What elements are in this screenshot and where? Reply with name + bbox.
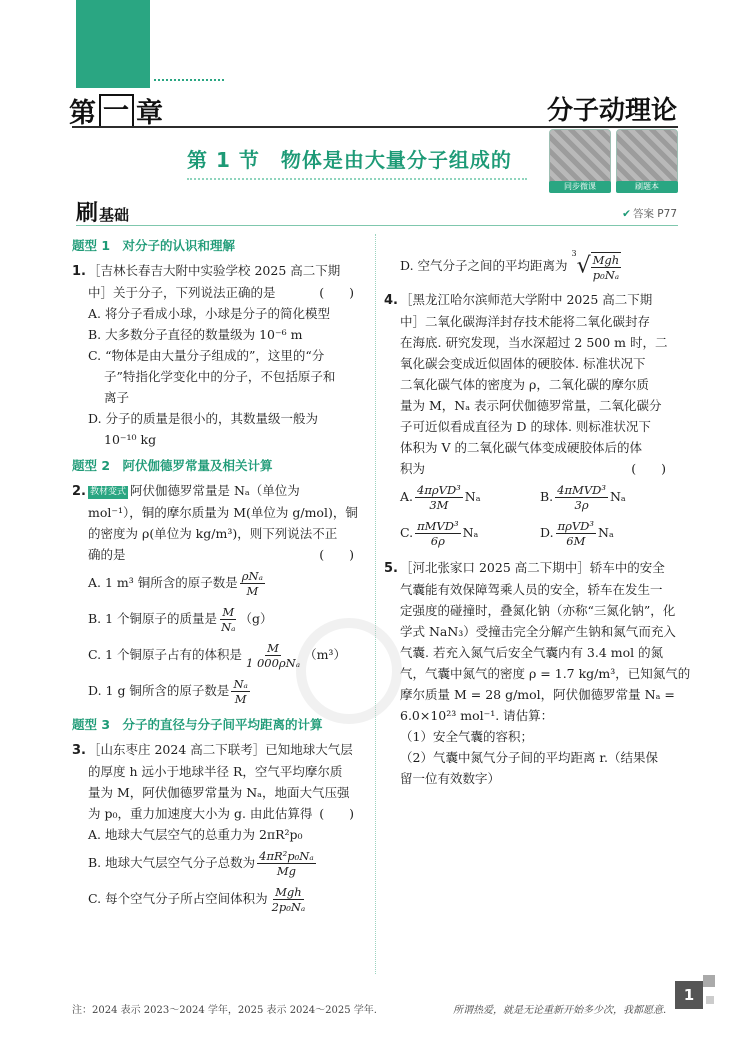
option-c: C. 1 个铜原子占有的体积是 $\frac{M}{\text{1 000ρNₐ}}$ （m³）: [88, 641, 346, 670]
right-column: [384, 232, 691, 789]
chapter-color-block: [76, 0, 150, 88]
option-a: A. 1 m³ 铜所含的原子数是 $\frac{\text{ρNₐ}}{M}$: [88, 569, 263, 598]
fraction: $\frac{\text{Mgh}}{\text{2p₀Nₐ}}$: [271, 885, 306, 914]
option-b: B. 1 个铜原子的质量是 $\frac{M}{\text{Nₐ}}$ （g）: [88, 605, 273, 634]
footnote: 注：2024 表示 2023～2024 学年，2025 表示 2024～2025 学年.: [72, 1005, 377, 1016]
brush-text: 基础: [99, 206, 130, 224]
brush-basics-heading: [76, 196, 129, 227]
type-heading-1: 题型 1 对分子的认识和理解: [72, 238, 236, 253]
radical-sign: √: [576, 253, 591, 279]
option-a: A. $\frac{\text{4πρVD³}}{3M}$ Nₐ: [400, 482, 481, 512]
option-d: D. 分子的质量是很小的，其数量级一般为: [88, 411, 319, 426]
fraction: $\frac{\text{πMVD³}}{6\rho}$: [417, 518, 459, 548]
question-3-option-d: D. 空气分子之间的平均距离为 $^3$√ $\frac{\text{Mgh}}{\text{p₀Nₐ}}$: [400, 249, 620, 282]
option-b: B. 地球大气层空气分子总数为 $\frac{\text{4πR²p₀Nₐ}}{Mg}$: [88, 849, 314, 878]
header-rule: [72, 126, 678, 128]
fraction: $\frac{\text{4πMVD³}}{3\rho}$: [557, 482, 606, 512]
type-heading-3: 题型 3 分子的直径与分子间平均距离的计算: [72, 717, 323, 732]
section-underline: [187, 178, 527, 180]
qr-label-lecture: 同步微课: [549, 181, 611, 193]
options-cd: [384, 515, 680, 551]
question-2: 2. 教材变式 阿伏伽德罗常量是 Nₐ（单位为 mol⁻¹），铜的摩尔质量为 M(单位为 g/mol)，铜 的密度为 ρ(单位为 kg/m³)，则下列说法不正 确的是 ( ) A. 1 m³ 铜所含的原子数是 $\frac{\text{ρNₐ}}{M}$ B. 1 个铜原子的质量是 $\frac{M}{\text{Nₐ}}$ （g） C. 1 个铜原子占有的体积是 $\frac{M}{\text{1 000ρNₐ}}$ （m³） D. 1 g 铜所含的原子数是 $\frac{\text{Nₐ}}{M}$: [72, 480, 368, 709]
column-divider: [375, 234, 376, 974]
option-b: B. $\frac{\text{4πMVD³}}{3\rho}$ Nₐ: [540, 482, 626, 512]
brush-rule: [76, 225, 678, 226]
sub-question-1: （1）安全气囊的容积；: [400, 728, 533, 744]
option-d: D. $\frac{\text{πρVD³}}{6M}$ Nₐ: [540, 518, 614, 548]
chapter-label: [69, 91, 164, 130]
option-a: A. 将分子看成小球，小球是分子的简化模型: [88, 306, 330, 321]
chapter-suffix: 章: [136, 98, 165, 129]
page-decoration: [706, 996, 714, 1004]
fraction: $\frac{M}{\text{1 000ρNₐ}}$: [246, 641, 301, 670]
checkmark-icon: ✔: [622, 208, 631, 220]
header-dots: [154, 79, 224, 81]
option-c: C. $\frac{\text{πMVD³}}{6\rho}$ Nₐ: [400, 518, 479, 548]
left-column: [72, 232, 368, 917]
fraction: $\frac{\text{Mgh}}{\text{p₀Nₐ}}$: [592, 252, 620, 282]
options-ab: [384, 479, 680, 515]
brush-char: 刷: [76, 201, 99, 226]
type-heading-2: 题型 2 阿伏伽德罗常量及相关计算: [72, 458, 273, 473]
question-4: 4. ［黑龙江哈尔滨师范大学附中 2025 高二下期 中］二氧化碳海洋封存技术能将二氧化碳封存 在海底. 研究发现，当水深超过 2 500 m 时，二 氧化碳会变成近似固体的硬胶体. 标准状况下 二氧化碳气体的密度为 ρ，二氧化碳的摩尔质 量为 M，Nₐ 表示阿伏伽德罗常量，二氧化碳分 子可近似看成直径为 D 的球体. 则标准状况下 体积为 V 的二氧化碳气体变成硬胶体后的体 积为 ( ) A. $\frac{\text{4πρVD³}}{3M}$ Nₐ B. $\frac{\text{4πMVD³}}{3\rho}$ Nₐ C. $\frac{\text{πMVD³}}{6\rho}$ Nₐ D. $\frac{\text{πρVD³}}{6M}$ Nₐ: [384, 289, 680, 551]
fraction: $\frac{\text{4πρVD³}}{3M}$: [417, 482, 461, 512]
chapter-prefix: 第: [69, 98, 97, 129]
option-c: C. “物体是由大量分子组成的”，这里的“分: [88, 348, 325, 363]
option-a: A. 地球大气层空气的总重力为 2πR²p₀: [88, 827, 303, 842]
fraction: $\frac{\text{4πR²p₀Nₐ}}{Mg}$: [259, 849, 314, 878]
option-b: B. 大多数分子直径的数量级为 10⁻⁶ m: [88, 327, 303, 342]
motto: 所谓热爱，就是无论重新开始多少次，我都愿意.: [453, 1005, 667, 1016]
textbook-variant-badge: 教材变式: [89, 487, 126, 497]
question-1: 1. ［吉林长春吉大附中实验学校 2025 高二下期 中］关于分子，下列说法正确的是 ( ) A. 将分子看成小球，小球是分子的简化模型 B. 大多数分子直径的数量级为 10⁻⁶ m C. “物体是由大量分子组成的”，这里的“分 子”特指化学变化中的分子，不包括原子和 离子 D. 分子的质量是很小的，其数量级一般为 10⁻¹⁰ kg: [72, 260, 368, 450]
answer-reference: ✔ 答案 P77: [622, 208, 677, 220]
option-d: D. 1 g 铜所含的原子数是 $\frac{\text{Nₐ}}{M}$: [88, 677, 248, 706]
fraction: $\frac{\text{Nₐ}}{M}$: [233, 677, 248, 706]
question-3: 3. ［山东枣庄 2024 高二下联考］已知地球大气层 的厚度 h 远小于地球半径 R，空气平均摩尔质 量为 M，阿伏伽德罗常量为 Nₐ，地面大气压强 为 p₀，重力加速度大小为 g. 由此估算得 ( ) A. 地球大气层空气的总重力为 2πR²p₀ B. 地球大气层空气分子总数为 $\frac{\text{4πR²p₀Nₐ}}{Mg}$ C. 每个空气分子所占空间体积为 $\frac{\text{Mgh}}{\text{2p₀Nₐ}}$: [72, 739, 368, 917]
fraction: $\frac{\text{πρVD³}}{6M}$: [557, 518, 595, 548]
sub-question-2: （2）气囊中氮气分子间的平均距离 r.（结果保: [400, 749, 659, 765]
chapter-number: 一: [99, 94, 134, 128]
question-5: 5. ［河北张家口 2025 高二下期中］轿车中的安全 气囊能有效保障驾乘人员的安全，轿车在发生一 定强度的碰撞时，叠氮化钠（亦称“三氮化钠”，化 学式 NaN₃）受撞击完全分解产生钠和氮气而充入 气囊. 若充入氮气后安全气囊内有 3.4 mol 的氮 气，气囊中氮气的密度 ρ = 1.7 kg/m³，已知氮气的 摩尔质量 M = 28 g/mol，阿伏伽德罗常量 Nₐ = 6.0×10²³ mol⁻¹. 请估算： （1）安全气囊的容积； （2）气囊中氮气分子间的平均距离 r.（结果保 留一位有效数字）: [384, 559, 691, 786]
section-title: 第 1 节 物体是由大量分子组成的: [187, 148, 512, 172]
option-c: C. 每个空气分子所占空间体积为 $\frac{\text{Mgh}}{\text{2p₀Nₐ}}$: [88, 885, 306, 914]
chapter-title: 分子动理论: [546, 96, 677, 126]
page-decoration: [703, 975, 715, 987]
fraction: $\frac{\text{ρNₐ}}{M}$: [241, 569, 263, 598]
page-number: 1: [675, 981, 703, 1009]
qr-label-workbook: 刷题本: [616, 181, 678, 193]
fraction: $\frac{M}{\text{Nₐ}}$: [221, 605, 236, 634]
